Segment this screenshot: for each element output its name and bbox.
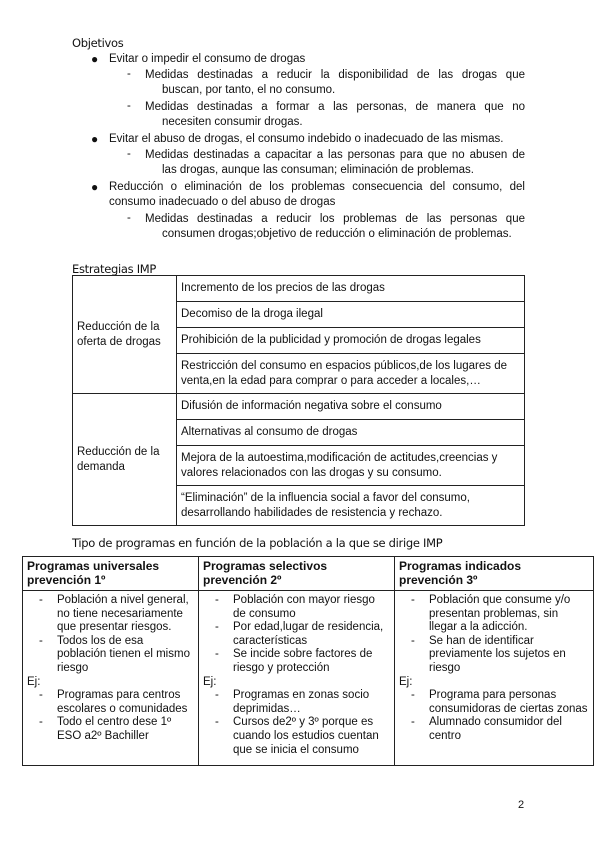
objetivo-3-sub-1-line-1: Medidas destinadas a reducir los problemas de las personas que — [145, 213, 525, 225]
bullet-icon: ● — [91, 180, 99, 194]
header-selectivos — [199, 557, 395, 591]
example-item: - Cursos de2º y 3º porque es cuando los estudios cuentan que se inicia el consumo — [215, 716, 379, 756]
objetivo-item-1: Evitar o impedir el consumo de drogas — [109, 53, 306, 65]
estrategia-cell: “Eliminación” de la influencia social a favor del consumo, desarrollando habilidades de resistencia y rechazo. — [177, 486, 525, 526]
header-line: prevención 1º — [27, 573, 106, 587]
example-item: - Todo el centro dese 1º ESO a2º Bachiller — [39, 716, 172, 742]
header-line: Programas universales — [27, 559, 160, 573]
ej-label: Ej: — [27, 675, 41, 688]
list-item: - Se incide sobre factores de riesgo y protección — [215, 648, 373, 674]
programas-table — [22, 556, 594, 766]
objetivo-1-sub-2-line-1: Medidas destinadas a formar a las personas, de manera que no — [145, 101, 525, 113]
objetivo-2-sub-1-line-1: Medidas destinadas a capacitar a las personas para que no abusen de — [145, 149, 525, 161]
header-indicados — [395, 557, 594, 591]
list-item: - Población a nivel general, no tiene necesariamente que presentar riesgos. — [39, 594, 189, 634]
ej-label: Ej: — [399, 675, 413, 688]
objetivo-item-3-line-2: consumo inadecuado o del abuso de drogas — [109, 196, 336, 208]
page-number: 2 — [518, 799, 525, 811]
objetivos-heading: Objetivos — [72, 36, 124, 50]
header-universales — [23, 557, 199, 591]
estrategia-cell: Restricción del consumo en espacios públicos,de los lugares de venta,en la edad para comprar o para acceder a locales,… — [177, 354, 525, 394]
estrategias-table — [72, 275, 525, 526]
objetivo-3-sub-1-line-2: consumen drogas;objetivo de reducción o eliminación de problemas. — [162, 228, 512, 240]
estrategia-cell: Alternativas al consumo de drogas — [177, 420, 525, 446]
group-label-oferta: Reducción de la oferta de drogas — [73, 276, 177, 394]
estrategia-cell: Difusión de información negativa sobre el consumo — [177, 394, 525, 420]
dash-icon: - — [127, 212, 131, 224]
estrategia-cell: Incremento de los precios de las drogas — [177, 276, 525, 302]
estrategia-cell: Mejora de la autoestima,modificación de actitudes,creencias y valores relacionados con las drogas y su consumo. — [177, 446, 525, 486]
header-line: prevención 2º — [203, 573, 282, 587]
group-label-demanda: Reducción de la demanda — [73, 394, 177, 526]
example-item: - Programas para centros escolares o comunidades — [39, 689, 188, 715]
list-item: - Se han de identificar previamente los sujetos en riesgo — [411, 634, 566, 674]
objetivo-item-2: Evitar el abuso de drogas, el consumo indebido o inadecuado de las mismas. — [109, 133, 504, 145]
estrategia-cell: Prohibición de la publicidad y promoción de drogas legales — [177, 328, 525, 354]
estrategias-heading: Estrategias IMP — [72, 262, 157, 276]
list-item: - Población que consume y/o presentan problemas, sin llegar a la adicción. — [411, 594, 571, 634]
example-item: - Programa para personas consumidoras de ciertas zonas — [411, 689, 588, 715]
ej-label: Ej: — [203, 675, 217, 688]
bullet-icon: ● — [91, 52, 99, 66]
estrategia-cell: Decomiso de la droga ilegal — [177, 302, 525, 328]
header-line: Programas indicados — [399, 559, 522, 573]
dash-icon: - — [127, 100, 131, 112]
example-item: - Programas en zonas socio deprimidas… — [215, 689, 370, 715]
list-item: - Todos los de esa población tienen el mismo riesgo — [39, 634, 190, 674]
objetivo-2-sub-1-line-2: las drogas, aunque las consuman; eliminación de problemas. — [162, 164, 474, 176]
header-line: prevención 3º — [399, 573, 478, 587]
bullet-icon: ● — [91, 132, 99, 146]
list-item: - Población con mayor riesgo de consumo — [215, 594, 375, 620]
header-line: Programas selectivos — [203, 559, 328, 573]
objetivo-item-3-line-1: Reducción o eliminación de los problemas consecuencia del consumo, del — [109, 181, 525, 193]
dash-icon: - — [127, 68, 131, 80]
objetivo-1-sub-2-line-2: necesiten consumir drogas. — [162, 116, 303, 128]
column-indicados — [395, 591, 594, 766]
example-item: - Alumnado consumidor del centro — [411, 716, 562, 742]
column-universales — [23, 591, 199, 766]
objetivo-1-sub-1-line-2: buscan, por tanto, el no consumo. — [162, 84, 336, 96]
column-selectivos — [199, 591, 395, 766]
list-item: - Por edad,lugar de residencia, características — [215, 621, 384, 647]
dash-icon: - — [127, 148, 131, 160]
objetivo-1-sub-1-line-1: Medidas destinadas a reducir la disponibilidad de las drogas que — [145, 69, 525, 81]
programas-heading: Tipo de programas en función de la población a la que se dirige IMP — [72, 536, 443, 550]
